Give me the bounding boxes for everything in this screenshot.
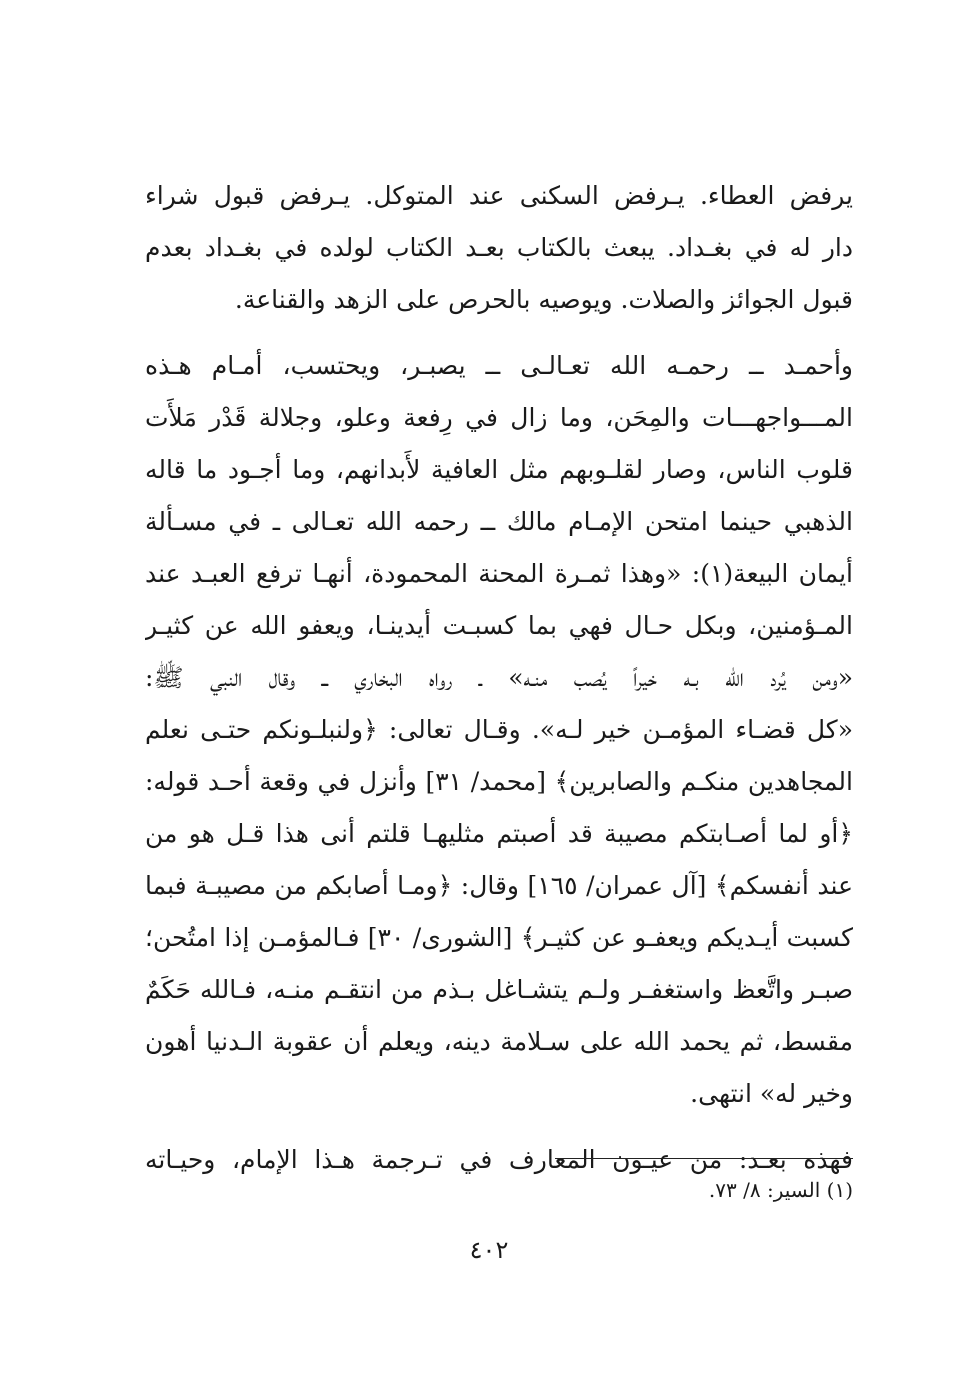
text-line: المـؤمنين، وبكل حـال فهي بما كسبـت أيدينـا، ويعفو الله عن كثيـر — [145, 611, 853, 640]
text-line: وخير له» انتهى. — [690, 1079, 853, 1108]
text-line: أيمان البيعة(١): «وهذا ثمـرة المحنة المحمودة، أنهـا ترفع العبـد عند — [145, 559, 853, 588]
text-line: المجاهدين منكـم والصابرين﴾ [محمد/ ٣١] وأنزل في وقعة أحـد قوله: — [145, 767, 853, 796]
text-line: فهذه بعـد: من عيـون المعارف في تـرجمة هـذا الإمام، وحيـاته — [145, 1145, 853, 1174]
text-line: كسبت أيـديكم ويعفـو عن كثيـر﴾ [الشورى/ ٣٠] فـالمؤمـن إذا امتُحن؛ — [145, 923, 853, 952]
text-line: عند أنفسكم﴾ [آل عمران/ ١٦٥] وقال: ﴿ومـا أصابكم من مصيبـة فبما — [145, 871, 853, 900]
text-line: الذهبي حينما امتحن الإمـام مالك ــ رحمه الله تعـالى ـ في مسـألة — [145, 507, 853, 536]
text-line: قلوب الناس، وصار لقلـوبهم مثل العافية لأَبدانهم، وما أجـود ما قاله — [145, 455, 853, 484]
paragraph-gap — [145, 326, 853, 340]
page-number: ٤٠٢ — [469, 1236, 509, 1264]
body-text — [145, 170, 853, 1186]
text-line: صبـر واتَّعظ واستغفـر ولـم يتشـاغل بـذم من انتقـم منـه، فـالله حَكَمٌ — [145, 975, 853, 1004]
text-line: «كل قضـاء المؤمـن خير لـه». وقـال تعالى: ﴿ولنبلـونكم حتـى نعلم — [145, 715, 853, 744]
text-line: ﴿أو لما أصـابتكم مصيبة قد أصبتم مثليهـا قلتم أنى هذا قـل هو من — [145, 819, 853, 848]
paragraph-gap — [145, 1120, 853, 1134]
text-line: مقسط، ثم يحمد الله على سـلامة دينه، ويعلم أن عقوبة الـدنيا أهون — [145, 1027, 853, 1056]
text-line: المـــواجهـــات والمِحَن، وما زال في رِفعة وعلو، وجلالة قَدْر مَلأَت — [145, 403, 853, 432]
text-line: يرفض العطاء. يـرفض السكنى عند المتوكل. يـرفض قبول شراء — [145, 181, 853, 210]
text-line: قبول الجوائز والصلات. ويوصيه بالحرص على الزهد والقناعة. — [234, 285, 853, 314]
footnote: (١) السير: ٨/ ٧٣. — [708, 1178, 853, 1202]
text-line: وأحمـد ــ رحمـه الله تعـالـى ــ يصبـر، ويحتسب، أمـام هـذه — [145, 351, 853, 380]
footnote-divider — [555, 1158, 853, 1159]
text-line: «ومن يُرد الله بـه خيراً يُصب منـه» ـ رواه البخاري ــ وقال النبي ﷺ: — [145, 663, 853, 692]
text-line: دار له في بغـداد. يبعث بالكتاب بعـد الكتاب لولده في بغـداد بعدم — [145, 233, 853, 262]
